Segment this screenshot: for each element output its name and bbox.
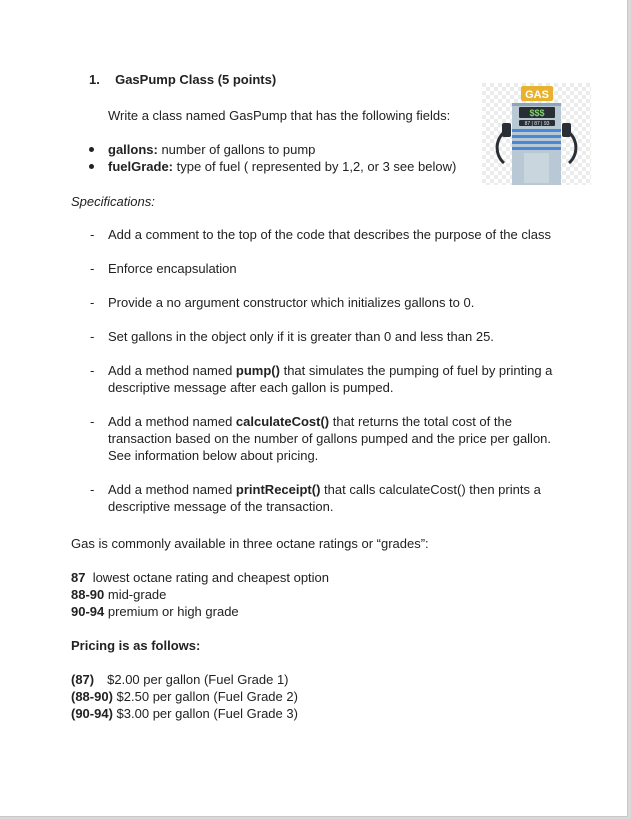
field-name: fuelGrade: bbox=[108, 159, 174, 174]
grade-desc: mid-grade bbox=[104, 587, 167, 602]
spec-text: that returns the total cost of the transaction based on the number of gallons pumped and the price per gallon. See information below about pricing. bbox=[108, 414, 552, 463]
grade-desc: lowest octane rating and cheapest option bbox=[85, 570, 330, 585]
list-item bbox=[71, 603, 329, 620]
grades-intro: Gas is commonly available in three octane ratings or “grades”: bbox=[71, 536, 429, 551]
specifications-title: Specifications: bbox=[71, 194, 155, 209]
grades-list bbox=[71, 569, 329, 620]
octane-value: 88-90 bbox=[71, 587, 105, 602]
list-item bbox=[87, 158, 456, 175]
pricing-title: Pricing is as follows: bbox=[71, 638, 201, 653]
list-item bbox=[90, 328, 560, 345]
price-octane: (87) bbox=[71, 672, 95, 687]
list-item bbox=[90, 260, 560, 277]
spec-text: that simulates the pumping of fuel by printing a descriptive message after each gallon is pumped. bbox=[108, 363, 553, 395]
method-name: printReceipt() bbox=[235, 482, 321, 497]
spec-text: that calls calculateCost() then prints a descriptive message of the transaction. bbox=[108, 482, 541, 514]
spec-text: Set gallons in the object only if it is greater than 0 and less than 25. bbox=[108, 329, 494, 344]
method-name: pump() bbox=[235, 363, 280, 378]
section-heading bbox=[89, 72, 276, 87]
grade-display-text: 87 | 87 | 93 bbox=[524, 121, 550, 127]
spec-text: Add a method named bbox=[108, 482, 236, 497]
spec-text: Add a method named bbox=[108, 414, 236, 429]
price-text: $3.00 per gallon (Fuel Grade 3) bbox=[116, 706, 298, 721]
list-item bbox=[71, 688, 298, 705]
price-text: $2.50 per gallon (Fuel Grade 2) bbox=[116, 689, 298, 704]
pump-stripe bbox=[512, 129, 561, 132]
pricing-list bbox=[71, 671, 298, 722]
price-text: $2.00 per gallon (Fuel Grade 1) bbox=[107, 672, 289, 687]
list-item bbox=[90, 362, 560, 396]
list-item bbox=[90, 226, 560, 243]
list-item bbox=[71, 586, 329, 603]
left-nozzle-icon bbox=[502, 123, 511, 137]
section-title: GasPump Class (5 points) bbox=[115, 72, 277, 87]
spec-text: Add a method named bbox=[108, 363, 236, 378]
spec-text: Enforce encapsulation bbox=[108, 261, 237, 276]
list-item bbox=[71, 569, 329, 586]
field-desc: type of fuel ( represented by 1,2, or 3 see below) bbox=[173, 159, 457, 174]
pump-stripe bbox=[512, 147, 561, 150]
octane-value: 90-94 bbox=[71, 604, 105, 619]
grade-desc: premium or high grade bbox=[104, 604, 239, 619]
list-item bbox=[71, 671, 298, 688]
spec-text: Add a comment to the top of the code that describes the purpose of the class bbox=[108, 227, 551, 242]
pump-stripe bbox=[512, 141, 561, 144]
price-octane: (90-94) bbox=[71, 706, 113, 721]
method-name: calculateCost() bbox=[235, 414, 330, 429]
pump-sign-text: GAS bbox=[525, 89, 549, 101]
price-display-text: $$$ bbox=[529, 108, 545, 118]
list-item bbox=[90, 294, 560, 311]
specifications-list bbox=[90, 226, 560, 515]
price-octane: (88-90) bbox=[71, 689, 113, 704]
spec-text: Provide a no argument constructor which initializes gallons to 0. bbox=[108, 295, 475, 310]
section-number: 1. bbox=[89, 72, 100, 87]
pump-panel bbox=[524, 153, 549, 183]
list-item bbox=[90, 413, 560, 464]
field-desc: number of gallons to pump bbox=[157, 142, 316, 157]
field-list bbox=[87, 141, 456, 175]
pump-stripe bbox=[512, 135, 561, 138]
octane-value: 87 bbox=[71, 570, 86, 585]
right-nozzle-icon bbox=[562, 123, 571, 137]
list-item bbox=[87, 141, 456, 158]
intro-text: Write a class named GasPump that has the following fields: bbox=[108, 108, 451, 123]
field-name: gallons: bbox=[108, 142, 158, 157]
gas-pump-graphic bbox=[482, 83, 591, 185]
list-item bbox=[71, 705, 298, 722]
list-item bbox=[90, 481, 560, 515]
